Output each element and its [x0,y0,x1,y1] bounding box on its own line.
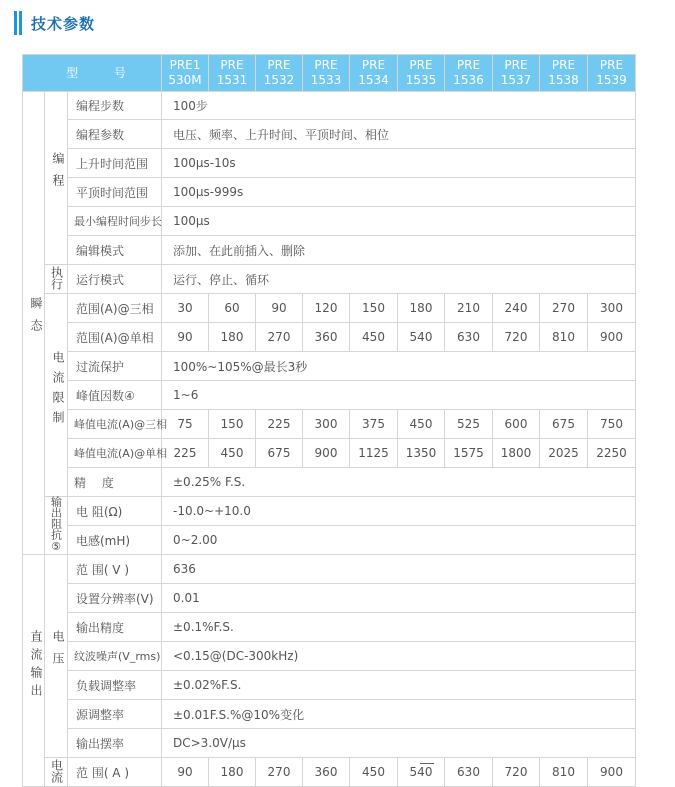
model-header: PRE 1533 [303,55,350,92]
table-row [23,236,636,265]
table-row [23,381,636,410]
section-current-limit: 电流限制 [45,294,68,497]
value-cell: 540 [398,758,445,787]
table-row [23,92,636,120]
param-label: 峰值因数④ [68,381,162,410]
model-header: PRE 1538 [540,55,588,92]
value-cell: 750 [588,410,636,439]
param-label: 峰值电流(A)@三相 [68,410,162,439]
table-row [23,468,636,497]
value-cell: 60 [209,294,256,323]
param-value: 100μs-999s [162,178,636,207]
value-cell: 270 [540,294,588,323]
value-cell: 810 [540,323,588,352]
param-label: 上升时间范围 [68,149,162,178]
value-cell: 225 [256,410,303,439]
table-row [23,207,636,236]
value-cell: 180 [398,294,445,323]
table-row [23,178,636,207]
header-row [23,55,636,92]
param-value: 电压、频率、上升时间、平顶时间、相位 [162,120,636,149]
table-row [23,555,636,584]
table-row [23,149,636,178]
param-value: <0.15@(DC-300kHz) [162,642,636,671]
param-label: 输出摆率 [68,729,162,758]
param-label: 电感(mH) [68,526,162,555]
model-header: PRE 1539 [588,55,636,92]
value-cell: 900 [588,758,636,787]
model-header: PRE1 530M [162,55,209,92]
param-label: 范 围( A ) [68,758,162,787]
value-cell: 270 [256,758,303,787]
section-execution: 执行 [45,265,68,294]
table-row [23,700,636,729]
value-cell: 630 [445,758,493,787]
param-value: 100%~105%@最长3秒 [162,352,636,381]
param-value: ±0.1%F.S. [162,613,636,642]
param-label: 编程步数 [68,92,162,120]
param-value: 1~6 [162,381,636,410]
param-value: 运行、停止、循环 [162,265,636,294]
param-label: 最小编程时间步长 [68,207,162,236]
param-label: 范 围( V ) [68,555,162,584]
value-cell: 450 [350,758,398,787]
value-cell: 270 [256,323,303,352]
value-cell: 2025 [540,439,588,468]
value-cell: 30 [162,294,209,323]
value-cell: 90 [256,294,303,323]
param-value: 100μs-10s [162,149,636,178]
value-cell: 1350 [398,439,445,468]
value-cell: 630 [445,323,493,352]
param-label: 编程参数 [68,120,162,149]
section-dc-output: 直流输出 [23,555,45,787]
param-label: 纹波噪声(V_rms) [68,642,162,671]
table-row [23,410,636,439]
value-cell: 540 [398,323,445,352]
value-cell: 225 [162,439,209,468]
table-row [23,265,636,294]
value-cell: 300 [303,410,350,439]
model-header: PRE 1532 [256,55,303,92]
section-heading [14,9,95,37]
param-value: ±0.01F.S.%@10%变化 [162,700,636,729]
value-cell: 675 [256,439,303,468]
param-label: 过流保护 [68,352,162,381]
table-row [23,642,636,671]
value-cell: 75 [162,410,209,439]
model-header: PRE 1537 [493,55,540,92]
value-cell: 810 [540,758,588,787]
value-cell: 1800 [493,439,540,468]
param-label: 编辑模式 [68,236,162,265]
page-edge-mark [420,763,434,768]
heading-bars-icon [14,11,22,35]
model-label: 型 号 [23,55,162,92]
table-row [23,497,636,526]
table-row [23,323,636,352]
value-cell: 300 [588,294,636,323]
value-cell: 90 [162,758,209,787]
param-value: 100步 [162,92,636,120]
value-cell: 120 [303,294,350,323]
heading-title: 技术参数 [31,14,96,33]
section-programming: 编程 [45,92,68,265]
value-cell: 360 [303,323,350,352]
value-cell: 525 [445,410,493,439]
param-label: 峰值电流(A)@单相 [68,439,162,468]
param-label: 范围(A)@单相 [68,323,162,352]
value-cell: 720 [493,323,540,352]
value-cell: 900 [588,323,636,352]
param-label: 运行模式 [68,265,162,294]
value-cell: 180 [209,758,256,787]
value-cell: 180 [209,323,256,352]
model-header: PRE 1535 [398,55,445,92]
table-row [23,758,636,787]
table-row [23,584,636,613]
section-output-impedance: 输出阻抗⑤ [45,497,68,555]
value-cell: 720 [493,758,540,787]
model-header: PRE 1534 [350,55,398,92]
value-cell: 90 [162,323,209,352]
param-label: 范围(A)@三相 [68,294,162,323]
spec-table [22,54,636,787]
value-cell: 450 [350,323,398,352]
param-value: 636 [162,555,636,584]
table-row [23,526,636,555]
section-current: 电流 [45,758,68,787]
param-value: 0~2.00 [162,526,636,555]
table-row [23,352,636,381]
table-row [23,729,636,758]
param-label: 输出精度 [68,613,162,642]
param-value: ±0.02%F.S. [162,671,636,700]
param-value: 添加、在此前插入、删除 [162,236,636,265]
model-header: PRE 1536 [445,55,493,92]
section-voltage: 电压 [45,555,68,758]
param-value: 100μs [162,207,636,236]
value-cell: 450 [398,410,445,439]
value-cell: 240 [493,294,540,323]
model-header: PRE 1531 [209,55,256,92]
value-cell: 150 [350,294,398,323]
value-cell: 900 [303,439,350,468]
value-cell: 150 [209,410,256,439]
param-label: 平顶时间范围 [68,178,162,207]
table-row [23,120,636,149]
param-label: 电 阻(Ω) [68,497,162,526]
table-row [23,613,636,642]
value-cell: 1575 [445,439,493,468]
value-cell: 360 [303,758,350,787]
value-cell: 210 [445,294,493,323]
param-value: DC>3.0V/μs [162,729,636,758]
param-label: 精 度 [68,468,162,497]
param-label: 负载调整率 [68,671,162,700]
param-value: 0.01 [162,584,636,613]
param-label: 设置分辨率(V) [68,584,162,613]
value-cell: 600 [493,410,540,439]
table-row [23,671,636,700]
value-cell: 375 [350,410,398,439]
value-cell: 2250 [588,439,636,468]
value-cell: 450 [209,439,256,468]
table-row [23,439,636,468]
table-row [23,294,636,323]
section-transient: 瞬态 [23,92,45,555]
value-cell: 1125 [350,439,398,468]
param-label: 源调整率 [68,700,162,729]
param-value: ±0.25% F.S. [162,468,636,497]
value-cell: 675 [540,410,588,439]
param-value: -10.0~+10.0 [162,497,636,526]
